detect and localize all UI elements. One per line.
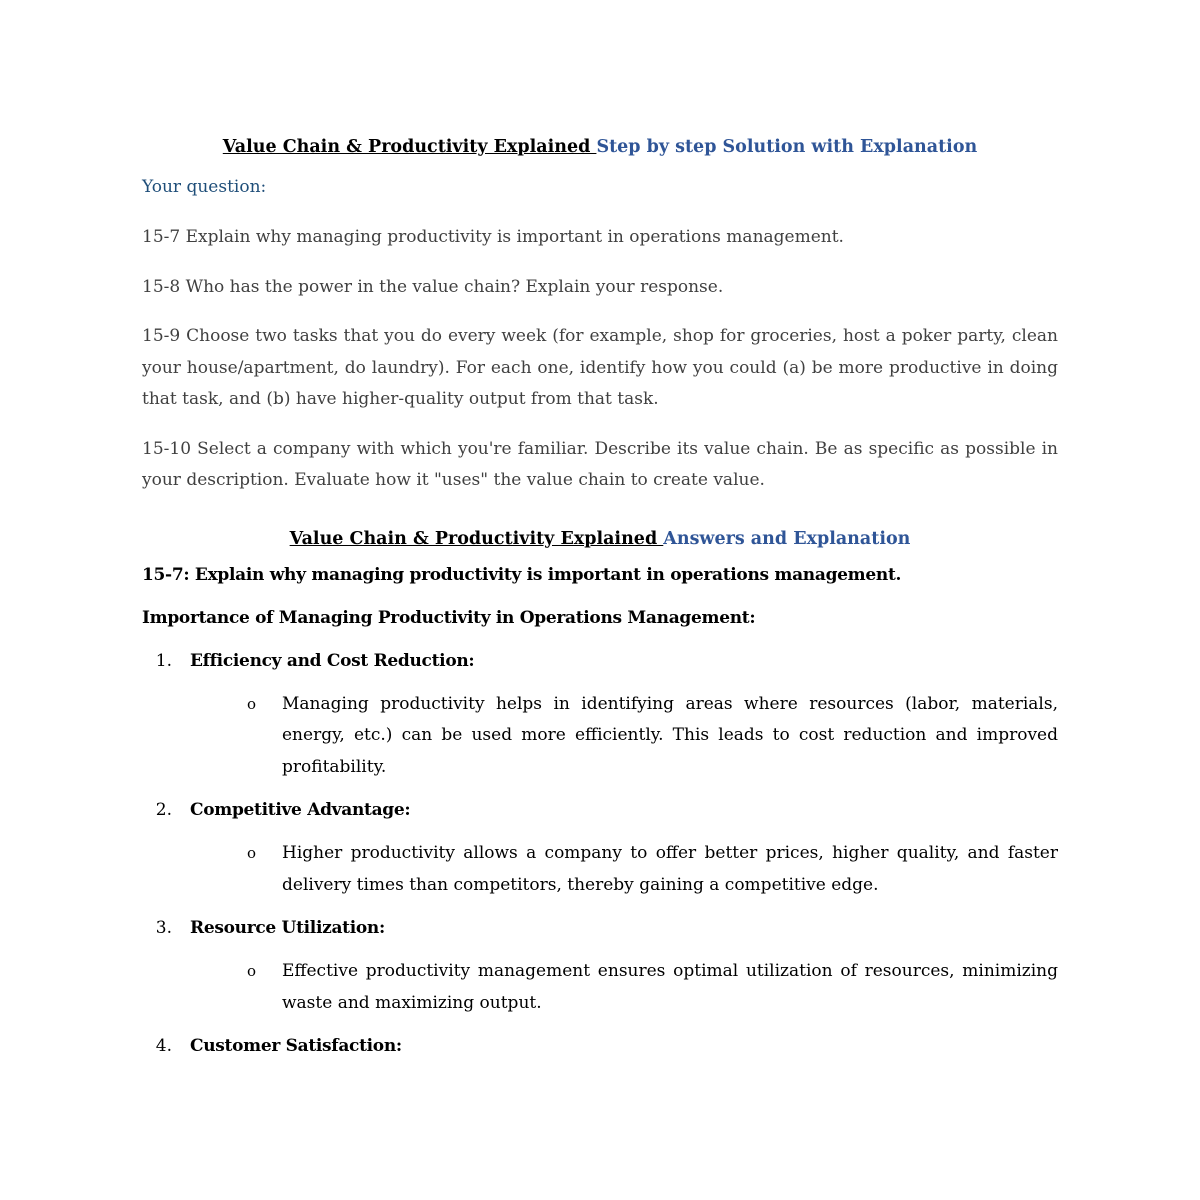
question-15-7: 15-7 Explain why managing productivity is important in operations management. [142,227,844,247]
question-15-10: 15-10 Select a company with which you're familiar. Describe its value chain. Be as specific as possible in your description. Evaluate how it "uses" the value chain to create value. [142,438,1058,490]
answer-question-heading: 15-7: Explain why managing productivity is important in operations management. [142,564,902,585]
list-item-text: Managing productivity helps in identifying areas where resources (labor, materials, energy, etc.) can be used more efficiently. This leads to cost reduction and improved profitability. [282,693,1058,777]
page-title [142,130,1058,164]
bullet-icon: o [247,694,257,713]
list-item-title: Efficiency and Cost Reduction: [190,650,475,671]
importance-heading: Importance of Managing Productivity in Operations Management: [142,607,756,628]
bullet-icon: o [247,844,257,862]
list-item-number: 4. [155,1036,172,1056]
list-item-text: Effective productivity management ensures optimal utilization of resources, minimizing waste and maximizing output. [282,961,1058,1013]
question-15-8: 15-8 Who has the power in the value chain? Explain your response. [142,276,724,297]
list-item-title: Competitive Advantage: [190,800,411,820]
list-item [142,646,1058,784]
bullet-icon: o [247,962,257,980]
list-item-title: Resource Utilization: [190,918,385,938]
answers-title [142,522,1058,556]
list-item [142,1031,1058,1062]
page-title-sub: Step by step Solution with Explanation [596,137,978,157]
list-item-number: 1. [155,650,172,671]
importance-list [142,646,1058,1063]
question-label: Your question: [142,177,267,197]
document-page [142,130,1058,1074]
list-item-number: 2. [155,800,172,820]
list-item-number: 3. [155,918,172,938]
question-15-9: 15-9 Choose two tasks that you do every week (for example, shop for groceries, host a poker party, clean your house/apartment, do laundry). For each one, identify how you could (a) be more productive in doing that task, and (b) have higher-quality output from that task. [142,326,1058,409]
list-item [142,913,1058,1019]
list-item-text: Higher productivity allows a company to offer better prices, higher quality, and faster delivery times than competitors, thereby gaining a competitive edge. [282,843,1058,895]
list-item-title: Customer Satisfaction: [190,1036,402,1056]
list-item [142,795,1058,901]
answers-title-main: Value Chain & Productivity Explained [289,528,664,549]
page-title-main: Value Chain & Productivity Explained [222,137,597,157]
answers-title-sub: Answers and Explanation [663,528,911,549]
